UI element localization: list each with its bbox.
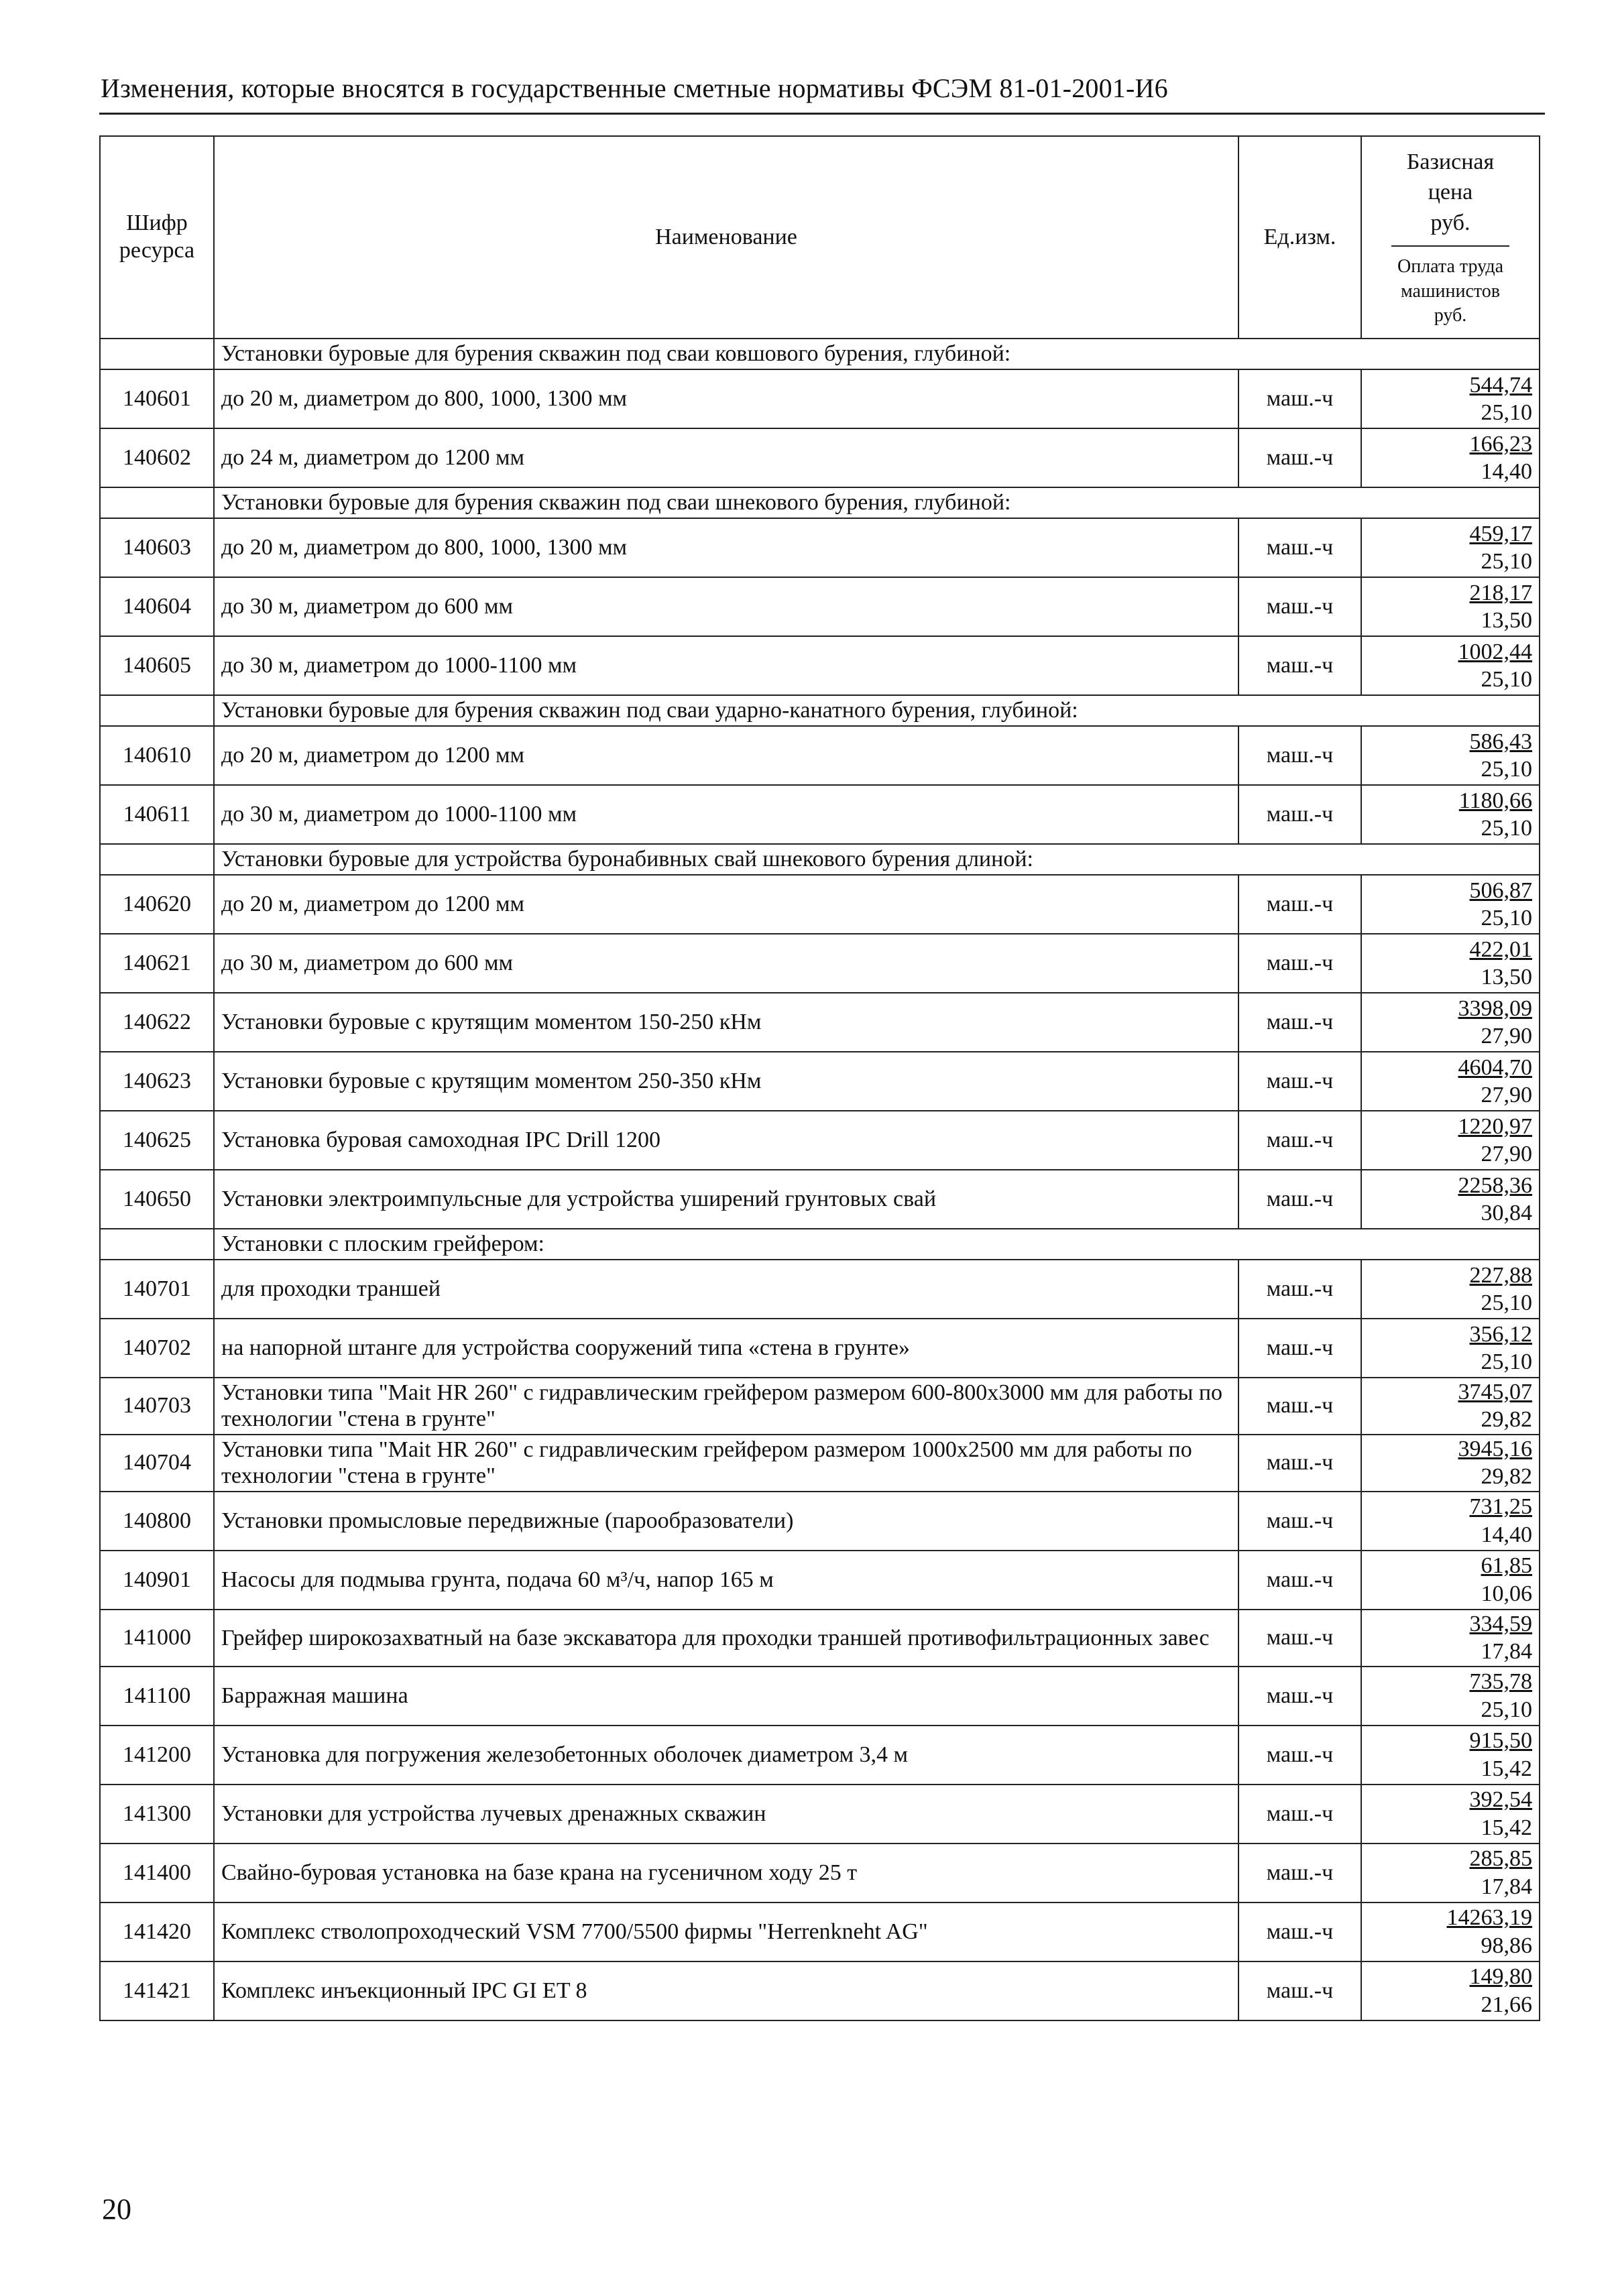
resource-code: 141421 xyxy=(100,1961,214,2020)
price-cell xyxy=(1361,1610,1540,1667)
resource-name: Установки для устройства лучевых дренажных скважин xyxy=(214,1785,1238,1844)
resource-code: 140800 xyxy=(100,1492,214,1551)
table-row xyxy=(100,875,1540,934)
resource-table xyxy=(99,135,1540,2021)
header-code-line: ресурса xyxy=(119,238,195,263)
price-cell xyxy=(1361,1260,1540,1319)
base-price: 915,50 xyxy=(1469,1728,1532,1754)
base-price: 3745,07 xyxy=(1458,1380,1532,1404)
resource-name: до 30 м, диаметром до 600 мм xyxy=(214,934,1238,993)
price-cell xyxy=(1361,875,1540,934)
labor-cost: 10,06 xyxy=(1481,1581,1532,1606)
header-row xyxy=(100,136,1540,339)
resource-unit: маш.-ч xyxy=(1238,726,1361,785)
labor-cost: 27,90 xyxy=(1481,1142,1532,1166)
labor-cost: 98,86 xyxy=(1481,1933,1532,1958)
table-row xyxy=(100,1902,1540,1961)
price-cell xyxy=(1361,1435,1540,1492)
labor-cost: 25,10 xyxy=(1481,1349,1532,1374)
labor-cost: 25,10 xyxy=(1481,400,1532,425)
resource-name: до 20 м, диаметром до 800, 1000, 1300 мм xyxy=(214,369,1238,428)
base-price: 285,85 xyxy=(1469,1846,1532,1872)
price-cell xyxy=(1361,785,1540,844)
base-price: 334,59 xyxy=(1469,1611,1532,1636)
labor-cost: 21,66 xyxy=(1481,1992,1532,2017)
resource-unit: маш.-ч xyxy=(1238,428,1361,487)
resource-code: 141420 xyxy=(100,1902,214,1961)
resource-code: 140601 xyxy=(100,369,214,428)
resource-unit: маш.-ч xyxy=(1238,1170,1361,1229)
labor-cost: 13,50 xyxy=(1481,965,1532,989)
base-price: 459,17 xyxy=(1469,521,1532,546)
resource-unit: маш.-ч xyxy=(1238,1667,1361,1726)
resource-name: до 30 м, диаметром до 600 мм xyxy=(214,577,1238,636)
table-row xyxy=(100,1378,1540,1435)
header-labor-line: Оплата труда xyxy=(1397,256,1503,278)
base-price: 61,85 xyxy=(1481,1553,1532,1579)
header-price-line: цена xyxy=(1428,180,1473,205)
labor-cost: 29,82 xyxy=(1481,1464,1532,1490)
resource-name: Свайно-буровая установка на базе крана на гусеничном ходу 25 т xyxy=(214,1844,1238,1902)
resource-code: 140604 xyxy=(100,577,214,636)
base-price: 166,23 xyxy=(1469,431,1532,457)
resource-name: до 20 м, диаметром до 1200 мм xyxy=(214,726,1238,785)
base-price: 544,74 xyxy=(1469,372,1532,398)
resource-unit: маш.-ч xyxy=(1238,875,1361,934)
page-title: Изменения, которые вносятся в государственные сметные нормативы ФСЭМ 81-01-2001-И6 xyxy=(101,73,1168,103)
price-cell xyxy=(1361,577,1540,636)
resource-unit: маш.-ч xyxy=(1238,369,1361,428)
labor-cost: 25,10 xyxy=(1481,816,1532,841)
header-name xyxy=(214,136,1238,339)
header-unit xyxy=(1238,136,1361,339)
base-price: 356,12 xyxy=(1469,1321,1532,1347)
resource-name: Установка буровая самоходная IPC Drill 1200 xyxy=(214,1111,1238,1170)
page-number: 20 xyxy=(102,2193,131,2226)
header-code-line: Шифр xyxy=(126,210,188,236)
table-row xyxy=(100,1844,1540,1902)
section-header-row xyxy=(100,487,1540,518)
header-name-text: Наименование xyxy=(655,224,797,249)
resource-code: 140621 xyxy=(100,934,214,993)
price-cell xyxy=(1361,1319,1540,1378)
table-row xyxy=(100,993,1540,1052)
base-price: 1220,97 xyxy=(1458,1113,1532,1139)
section-code-cell xyxy=(100,844,214,875)
resource-name: Установки промысловые передвижные (парообразователи) xyxy=(214,1492,1238,1551)
labor-cost: 27,90 xyxy=(1481,1083,1532,1107)
resource-unit: маш.-ч xyxy=(1238,785,1361,844)
labor-cost: 14,40 xyxy=(1481,459,1532,484)
price-cell xyxy=(1361,1726,1540,1785)
price-cell xyxy=(1361,1902,1540,1961)
table-row xyxy=(100,369,1540,428)
table-row xyxy=(100,726,1540,785)
labor-cost: 15,42 xyxy=(1481,1815,1532,1840)
header-labor-line: машинистов xyxy=(1401,280,1500,302)
resource-unit: маш.-ч xyxy=(1238,1961,1361,2020)
resource-unit: маш.-ч xyxy=(1238,1378,1361,1435)
labor-cost: 25,10 xyxy=(1481,667,1532,692)
resource-unit: маш.-ч xyxy=(1238,1052,1361,1111)
header-price-line: Базисная xyxy=(1406,149,1495,174)
base-price: 4604,70 xyxy=(1458,1054,1532,1080)
section-title: Установки буровые для бурения скважин под сваи ковшового бурения, глубиной: xyxy=(214,339,1540,369)
labor-cost: 25,10 xyxy=(1481,1697,1532,1722)
resource-code: 140610 xyxy=(100,726,214,785)
labor-cost: 13,50 xyxy=(1481,608,1532,633)
header-labor-line: руб. xyxy=(1434,305,1467,326)
resource-code: 140625 xyxy=(100,1111,214,1170)
price-cell xyxy=(1361,993,1540,1052)
labor-cost: 25,10 xyxy=(1481,906,1532,930)
table-row xyxy=(100,1052,1540,1111)
header-code xyxy=(100,136,214,339)
resource-name: для проходки траншей xyxy=(214,1260,1238,1319)
resource-code: 141400 xyxy=(100,1844,214,1902)
resource-code: 140623 xyxy=(100,1052,214,1111)
price-cell xyxy=(1361,1667,1540,1726)
base-price: 2258,36 xyxy=(1458,1172,1532,1198)
table-row xyxy=(100,1435,1540,1492)
price-cell xyxy=(1361,518,1540,577)
section-code-cell xyxy=(100,487,214,518)
resource-unit: маш.-ч xyxy=(1238,1319,1361,1378)
header-price-divider xyxy=(1391,245,1509,247)
resource-code: 140701 xyxy=(100,1260,214,1319)
price-cell xyxy=(1361,1551,1540,1610)
table-row xyxy=(100,1111,1540,1170)
labor-cost: 14,40 xyxy=(1481,1522,1532,1547)
resource-code: 140605 xyxy=(100,636,214,695)
price-cell xyxy=(1361,636,1540,695)
resource-unit: маш.-ч xyxy=(1238,1435,1361,1492)
section-header-row xyxy=(100,844,1540,875)
resource-unit: маш.-ч xyxy=(1238,1551,1361,1610)
price-cell xyxy=(1361,1052,1540,1111)
section-header-row xyxy=(100,339,1540,369)
table-row xyxy=(100,1170,1540,1229)
price-cell xyxy=(1361,934,1540,993)
section-title: Установки буровые для устройства буронабивных свай шнекового бурения длиной: xyxy=(214,844,1540,875)
header-price-line: руб. xyxy=(1430,210,1470,236)
resource-name: до 20 м, диаметром до 800, 1000, 1300 мм xyxy=(214,518,1238,577)
base-price: 586,43 xyxy=(1469,729,1532,754)
title-rule xyxy=(99,113,1545,115)
resource-name: Грейфер широкозахватный на базе экскаватора для проходки траншей противофильтрационных завес xyxy=(214,1610,1238,1667)
price-cell xyxy=(1361,1492,1540,1551)
base-price: 392,54 xyxy=(1469,1787,1532,1813)
resource-name: Комплекс инъекционный IPC GI ET 8 xyxy=(214,1961,1238,2020)
resource-code: 140602 xyxy=(100,428,214,487)
resource-code: 141100 xyxy=(100,1667,214,1726)
resource-unit: маш.-ч xyxy=(1238,1492,1361,1551)
table-row xyxy=(100,785,1540,844)
price-cell xyxy=(1361,1111,1540,1170)
table-row xyxy=(100,636,1540,695)
resource-name: Барражная машина xyxy=(214,1667,1238,1726)
price-cell xyxy=(1361,1844,1540,1902)
base-price: 218,17 xyxy=(1469,580,1532,605)
table-row xyxy=(100,1667,1540,1726)
table-row xyxy=(100,1551,1540,1610)
resource-unit: маш.-ч xyxy=(1238,934,1361,993)
table-row xyxy=(100,518,1540,577)
resource-unit: маш.-ч xyxy=(1238,1726,1361,1785)
resource-name: Установки типа "Mait HR 260" с гидравлическим грейфером размером 1000x2500 мм для работы по технологии "стена в грунте" xyxy=(214,1435,1238,1492)
header-price xyxy=(1361,136,1540,339)
labor-cost: 27,90 xyxy=(1481,1024,1532,1048)
resource-unit: маш.-ч xyxy=(1238,993,1361,1052)
price-cell xyxy=(1361,1378,1540,1435)
labor-cost: 25,10 xyxy=(1481,549,1532,574)
resource-unit: маш.-ч xyxy=(1238,518,1361,577)
labor-cost: 25,10 xyxy=(1481,1290,1532,1315)
table-row xyxy=(100,1726,1540,1785)
resource-unit: маш.-ч xyxy=(1238,1111,1361,1170)
resource-name: Насосы для подмыва грунта, подача 60 м³/ч, напор 165 м xyxy=(214,1551,1238,1610)
resource-code: 140622 xyxy=(100,993,214,1052)
resource-name: до 30 м, диаметром до 1000-1100 мм xyxy=(214,636,1238,695)
base-price: 735,78 xyxy=(1469,1669,1532,1695)
resource-code: 140702 xyxy=(100,1319,214,1378)
base-price: 731,25 xyxy=(1469,1494,1532,1520)
section-header-row xyxy=(100,1229,1540,1260)
labor-cost: 17,84 xyxy=(1481,1874,1532,1899)
price-cell xyxy=(1361,369,1540,428)
section-title: Установки буровые для бурения скважин под сваи ударно-канатного бурения, глубиной: xyxy=(214,695,1540,726)
resource-name: на напорной штанге для устройства сооружений типа «стена в грунте» xyxy=(214,1319,1238,1378)
price-cell xyxy=(1361,1785,1540,1844)
resource-code: 140611 xyxy=(100,785,214,844)
resource-name: Установка для погружения железобетонных оболочек диаметром 3,4 м xyxy=(214,1726,1238,1785)
section-code-cell xyxy=(100,695,214,726)
price-cell xyxy=(1361,726,1540,785)
resource-unit: маш.-ч xyxy=(1238,636,1361,695)
labor-cost: 30,84 xyxy=(1481,1201,1532,1225)
base-price: 1180,66 xyxy=(1458,788,1532,813)
resource-name: до 24 м, диаметром до 1200 мм xyxy=(214,428,1238,487)
table-row xyxy=(100,934,1540,993)
section-code-cell xyxy=(100,339,214,369)
resource-code: 141300 xyxy=(100,1785,214,1844)
base-price: 506,87 xyxy=(1469,878,1532,903)
resource-name: Установки буровые с крутящим моментом 150-250 кНм xyxy=(214,993,1238,1052)
section-title: Установки буровые для бурения скважин под сваи шнекового бурения, глубиной: xyxy=(214,487,1540,518)
table-body xyxy=(100,339,1540,2020)
resource-code: 140704 xyxy=(100,1435,214,1492)
resource-unit: маш.-ч xyxy=(1238,1260,1361,1319)
base-price: 3398,09 xyxy=(1458,995,1532,1021)
resource-code: 140603 xyxy=(100,518,214,577)
price-cell xyxy=(1361,1170,1540,1229)
base-price: 14263,19 xyxy=(1446,1905,1532,1931)
labor-cost: 15,42 xyxy=(1481,1756,1532,1781)
section-header-row xyxy=(100,695,1540,726)
resource-unit: маш.-ч xyxy=(1238,577,1361,636)
base-price: 227,88 xyxy=(1469,1262,1532,1288)
table-row xyxy=(100,577,1540,636)
resource-name: Установки типа "Mait HR 260" с гидравлическим грейфером размером 600-800x3000 мм для работы по технологии "стена в грунте" xyxy=(214,1378,1238,1435)
table-row xyxy=(100,1492,1540,1551)
resource-name: до 20 м, диаметром до 1200 мм xyxy=(214,875,1238,934)
resource-name: Комплекс стволопроходческий VSM 7700/5500 фирмы "Herrenkneht AG" xyxy=(214,1902,1238,1961)
resource-name: Установки буровые с крутящим моментом 250-350 кНм xyxy=(214,1052,1238,1111)
resource-name: до 30 м, диаметром до 1000-1100 мм xyxy=(214,785,1238,844)
header-unit-text: Ед.изм. xyxy=(1263,224,1336,249)
section-code-cell xyxy=(100,1229,214,1260)
base-price: 1002,44 xyxy=(1458,639,1532,664)
price-cell xyxy=(1361,428,1540,487)
base-price: 149,80 xyxy=(1469,1964,1532,1990)
resource-unit: маш.-ч xyxy=(1238,1902,1361,1961)
resource-code: 141000 xyxy=(100,1610,214,1667)
labor-cost: 29,82 xyxy=(1481,1407,1532,1433)
labor-cost: 25,10 xyxy=(1481,757,1532,782)
resource-unit: маш.-ч xyxy=(1238,1844,1361,1902)
resource-code: 140650 xyxy=(100,1170,214,1229)
resource-unit: маш.-ч xyxy=(1238,1785,1361,1844)
table-row xyxy=(100,1319,1540,1378)
table-row xyxy=(100,1961,1540,2020)
section-title: Установки с плоским грейфером: xyxy=(214,1229,1540,1260)
resource-code: 140620 xyxy=(100,875,214,934)
resource-code: 140703 xyxy=(100,1378,214,1435)
table-row xyxy=(100,1785,1540,1844)
price-cell xyxy=(1361,1961,1540,2020)
labor-cost: 17,84 xyxy=(1481,1639,1532,1665)
table-row xyxy=(100,428,1540,487)
table-row xyxy=(100,1260,1540,1319)
resource-code: 140901 xyxy=(100,1551,214,1610)
resource-code: 141200 xyxy=(100,1726,214,1785)
base-price: 422,01 xyxy=(1469,936,1532,962)
resource-name: Установки электроимпульсные для устройства уширений грунтовых свай xyxy=(214,1170,1238,1229)
resource-unit: маш.-ч xyxy=(1238,1610,1361,1667)
table-row xyxy=(100,1610,1540,1667)
base-price: 3945,16 xyxy=(1458,1436,1532,1461)
